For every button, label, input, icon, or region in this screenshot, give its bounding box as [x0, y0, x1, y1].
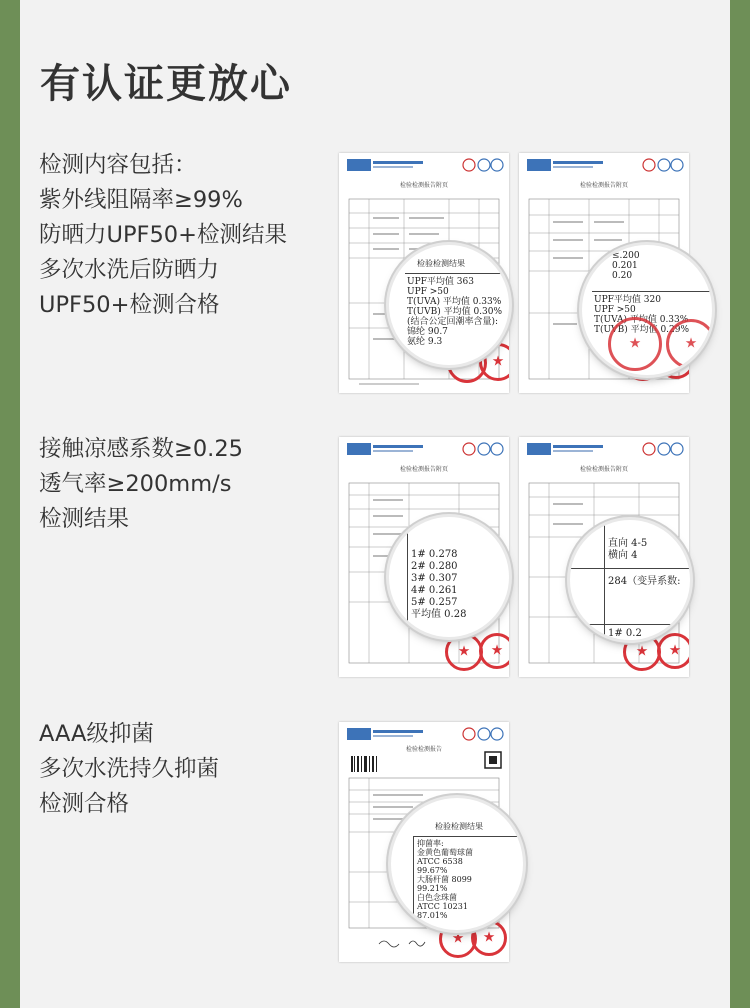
lens-rule — [413, 836, 414, 930]
lens-line: 1# 0.278 — [411, 549, 458, 560]
lens-line: ATCC 6538 — [417, 857, 463, 866]
report-heading: 检验检测报告附页 — [399, 466, 448, 473]
red-seal-stamp — [666, 319, 712, 369]
lens-line: UPF平均值 363 — [407, 277, 474, 287]
lens-line: 2# 0.280 — [411, 561, 458, 572]
section-2-line: 接触凉感系数≥0.25 — [39, 436, 243, 462]
lens-line: ≤.200 — [612, 251, 640, 261]
report-heading: 检验检测报告附页 — [579, 466, 628, 473]
lens-rule — [405, 273, 509, 274]
lens-line: UPF >50 — [594, 305, 636, 315]
lens-rule — [407, 525, 408, 635]
report-heading: 检验检测报告附页 — [579, 182, 628, 189]
lens-rule — [413, 836, 523, 837]
section-1-line: 紫外线阻隔率≥99% — [39, 187, 243, 213]
section-3-line: 检测合格 — [39, 791, 130, 817]
lens-line: T(UVB) 平均值 0.30% — [407, 307, 503, 317]
magnifier-lens — [389, 517, 509, 637]
lens-rule — [570, 624, 690, 625]
magnifier-lens — [582, 245, 712, 375]
lens-line: 抑菌率: — [417, 839, 444, 848]
red-seal-stamp — [445, 633, 483, 671]
lens-line: 大肠杆菌 8099 — [417, 875, 472, 884]
red-seal-stamp — [608, 317, 662, 371]
lens-line: 平均值 0.28 — [411, 609, 467, 620]
lens-line: 锦纶 90.7 — [407, 327, 448, 337]
page-title: 有认证更放心 — [40, 61, 292, 107]
section-3-text — [39, 717, 219, 822]
lens-line: 氨纶 9.3 — [407, 337, 443, 347]
section-1-line: UPF50+检测合格 — [39, 292, 220, 318]
report-heading: 检验检测报告附页 — [399, 182, 448, 189]
section-1-line: 检测内容包括： — [39, 152, 197, 178]
lens-line: T(UVA) 平均值 0.33% — [594, 315, 689, 325]
section-1-text — [39, 148, 287, 323]
lens-rule — [592, 291, 712, 292]
report-heading: 检验检测报告 — [405, 746, 442, 753]
lens-line: 4# 0.261 — [411, 585, 458, 596]
lens-line: 99.67% — [417, 866, 448, 875]
lens-line: 直向 4-5 — [608, 538, 648, 549]
lens-line: 白色念珠菌 — [417, 893, 457, 902]
lens-line: 0.20 — [612, 271, 633, 281]
section-2-line: 透气率≥200mm/s — [39, 471, 232, 497]
section-3-line: 多次水洗持久抑菌 — [39, 756, 220, 782]
lens-line: UPF >50 — [407, 287, 449, 297]
lens-line: 5# 0.257 — [411, 597, 458, 608]
section-1-line: 防晒力UPF50+检测结果 — [39, 222, 287, 248]
lens-line: T(UVA) 平均值 0.33% — [407, 297, 502, 307]
lens-line: 金黄色葡萄球菌 — [417, 848, 473, 857]
magnifier-lens — [570, 520, 690, 640]
lens-line: 284（变异系数: — [608, 576, 681, 587]
lens-rule — [604, 520, 605, 640]
lens-line: ATCC 10231 — [417, 902, 468, 911]
red-seal-stamp — [479, 633, 509, 669]
lens-title: 检验检测结果 — [435, 822, 483, 831]
lens-line: 1# 0.2 — [608, 628, 642, 639]
lens-line: T(UVB) 平均值 0.29% — [594, 325, 690, 335]
lens-line: 0.201 — [612, 261, 638, 271]
barcode-icon — [351, 756, 377, 772]
lens-rule — [570, 568, 690, 569]
lens-line: UPF平均值 320 — [594, 295, 661, 305]
content-panel — [20, 0, 730, 1008]
lens-line: 横向 4 — [608, 550, 638, 561]
section-1-line: 多次水洗后防晒力 — [39, 257, 220, 283]
section-3-line: AAA级抑菌 — [39, 721, 154, 747]
section-2-text — [39, 432, 243, 537]
lens-line: 99.21% — [417, 884, 448, 893]
lens-line: 87.01% — [417, 911, 448, 920]
magnifier-lens — [391, 798, 523, 930]
lens-title: 检验检测结果 — [417, 259, 465, 268]
lens-line: 3# 0.307 — [411, 573, 458, 584]
section-2-line: 检测结果 — [39, 506, 130, 532]
magnifier-lens — [389, 245, 509, 365]
lens-line: (结合公定回潮率含量): — [407, 317, 499, 327]
